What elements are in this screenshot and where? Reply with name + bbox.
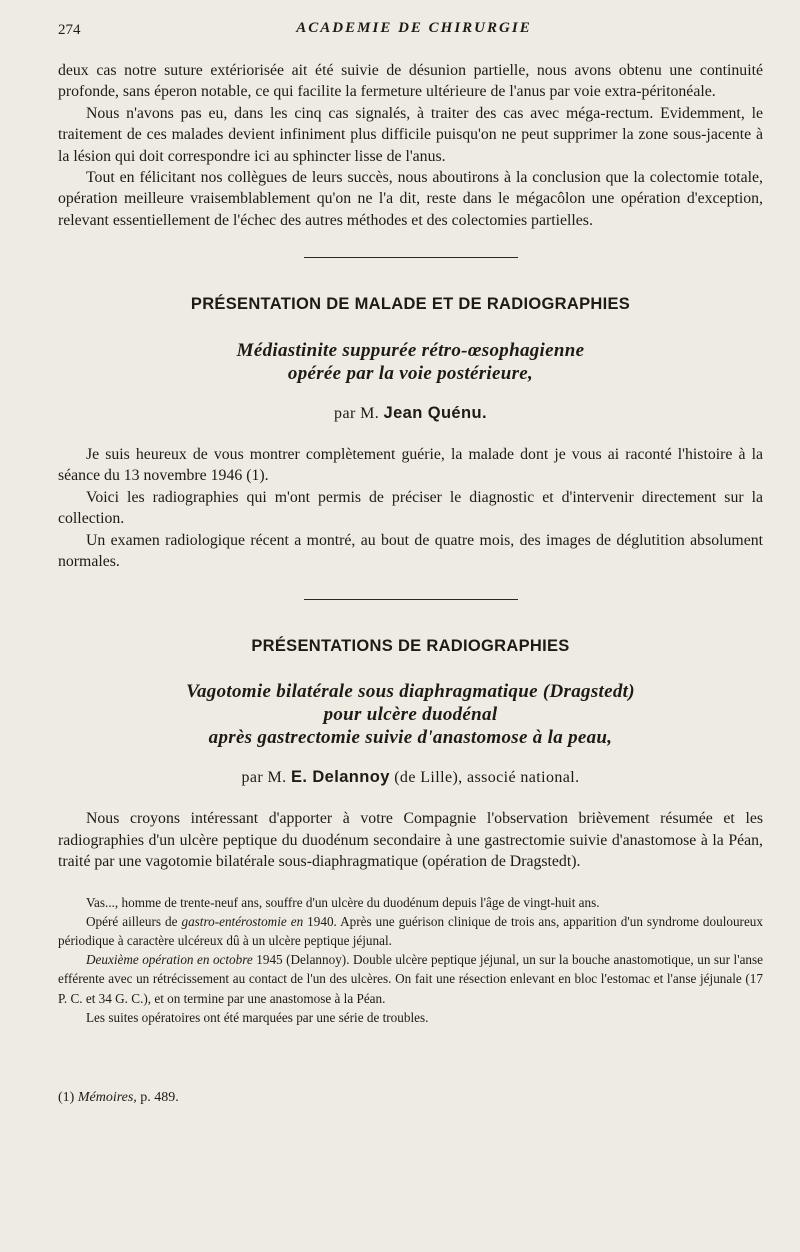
paragraph: Tout en félicitant nos collègues de leurs succès, nous aboutirons à la conclusion que la colectomie totale, opération meilleure vraisemblablement qu'on ne l'a dit, reste dans le mégacôlon une opération d'exception, relevant essentiellement de l'échec des autres méthodes et des colectomies partielles. xyxy=(58,169,763,229)
author-line xyxy=(58,767,763,788)
case-paragraph: Les suites opératoires ont été marquées par une série de troubles. xyxy=(86,1009,429,1025)
section-divider xyxy=(304,599,518,600)
footnote-source: Mémoires, xyxy=(77,1089,137,1105)
author-prefix: par M. xyxy=(334,404,380,422)
case-paragraph xyxy=(58,950,763,1008)
case-text-italic: gastro-entérostomie en xyxy=(181,913,304,929)
section-heading: PRÉSENTATIONS DE RADIOGRAPHIES xyxy=(251,636,570,655)
footnote-page: p. 489. xyxy=(140,1089,179,1105)
running-header xyxy=(58,20,770,44)
subtitle-line: opérée par la voie postérieure, xyxy=(287,362,534,384)
case-text: 1940. Après une guérison clinique de trois ans, apparition d'un syndrome douloureux périodique à caractère ulcéreux dû à un ulcère peptique jéjunal. xyxy=(58,913,763,948)
author-line xyxy=(58,403,763,424)
author-name: E. Delannoy xyxy=(290,767,390,786)
case-text: Opéré ailleurs de xyxy=(86,913,178,929)
footnote-number: (1) xyxy=(58,1089,75,1105)
case-paragraph: Vas..., homme de trente-neuf ans, souffre d'un ulcère du duodénum depuis l'âge de vingt-huit ans. xyxy=(86,894,600,910)
case-paragraph xyxy=(58,912,763,950)
section-subtitle xyxy=(58,680,763,749)
subtitle-line: pour ulcère duodénal xyxy=(323,703,498,725)
running-title: ACADEMIE DE CHIRURGIE xyxy=(296,20,532,36)
paragraph: Voici les radiographies qui m'ont permis de préciser le diagnostic et d'intervenir directement sur la collection. xyxy=(58,488,763,528)
paragraph: Un examen radiologique récent a montré, au bout de quatre mois, des images de déglutition absolument normales. xyxy=(58,531,763,571)
author-prefix: par M. xyxy=(241,768,287,786)
author-name: Jean Quénu. xyxy=(383,403,487,422)
case-text-italic: Deuxième opération en octobre xyxy=(86,952,253,968)
paragraph: deux cas notre suture extériorisée ait été suivie de désunion partielle, nous avons obtenu une continuité profonde, sans éperon notable, ce qui facilite la fermeture ultérieure de l'anus par voie extra-péritonéale. xyxy=(58,62,763,101)
footnote xyxy=(58,1087,763,1108)
subtitle-line: Vagotomie bilatérale sous diaphragmatique (Dragstedt) xyxy=(186,680,635,702)
subtitle-line: après gastrectomie suivie d'anastomose à la peau, xyxy=(208,726,613,748)
section-heading: PRÉSENTATION DE MALADE ET DE RADIOGRAPHIES xyxy=(190,295,631,314)
case-report xyxy=(58,893,763,1027)
section-divider xyxy=(304,257,518,258)
case-text: 1945 (Delannoy). Double ulcère peptique jéjunal, un sur la bouche anastomotique, un sur l'anse efférente avec un rétrécissement au contact de l'un des ulcères. On fait une résection enlevant en bloc l'estomac et l'anse jéjunale (17 P. C. et 34 G. C.), et on termine par une anastomose à la Péan. xyxy=(58,952,764,1006)
author-affiliation: (de Lille), associé national. xyxy=(394,768,580,786)
subtitle-line: Médiastinite suppurée rétro-œsophagienne xyxy=(236,339,585,361)
page-number: 274 xyxy=(58,22,81,38)
paragraph: Nous croyons intéressant d'apporter à votre Compagnie l'observation brièvement résumée et les radiographies d'un ulcère peptique du duodénum secondaire à une gastrectomie suivie d'anastomose à la Péan, traité par une vagotomie bilatérale sous-diaphragmatique (opération de Dragstedt). xyxy=(58,810,763,871)
paragraph: Je suis heureux de vous montrer complètement guérie, la malade dont je vous ai raconté l'histoire à la séance du 13 novembre 1946 (1). xyxy=(58,446,763,485)
paragraph: Nous n'avons pas eu, dans les cinq cas signalés, à traiter des cas avec méga-rectum. Evidemment, le traitement de ces malades devient infiniment plus difficile puisqu'on ne peut supprimer la zone sous-jacente à la lésion qui doit correspondre ici au sphincter lisse de l'anus. xyxy=(58,104,763,165)
section-subtitle xyxy=(58,339,763,385)
page-body xyxy=(58,60,763,1108)
